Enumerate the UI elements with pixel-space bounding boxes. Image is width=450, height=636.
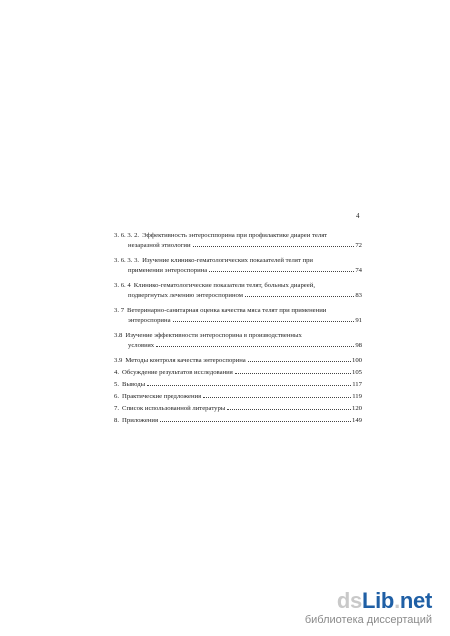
toc-entry-page: 119	[352, 393, 362, 400]
toc-entry-title: Изучение эффективности энтероспорина в производственных	[125, 332, 302, 339]
dot-leader	[227, 409, 351, 410]
toc-entry-title: Выводы	[122, 381, 146, 388]
toc-entry	[114, 380, 362, 390]
toc-line	[114, 266, 362, 276]
table-of-contents	[114, 231, 362, 428]
toc-entry-title: Клинико-гематологические показатели телят, больных диареей,	[133, 282, 315, 289]
toc-entry-number: 3.8	[114, 332, 123, 339]
toc-entry	[114, 356, 362, 366]
toc-entry-title: Изучение клинико-гематологических показателей телят при	[142, 257, 314, 264]
toc-line	[114, 241, 362, 251]
toc-line	[114, 256, 362, 266]
page-number: 4	[356, 212, 360, 220]
toc-line	[114, 281, 362, 291]
dot-leader	[209, 271, 354, 272]
toc-line	[114, 231, 362, 241]
dot-leader	[156, 346, 354, 347]
toc-entry-page: 149	[351, 417, 362, 424]
toc-entry-title: Эффективность энтеросппорина при профилактике диареи телят	[142, 232, 328, 239]
dslib-logo[interactable]	[305, 589, 432, 613]
toc-entry-title: Список использованной литературы	[122, 405, 226, 412]
toc-line	[114, 306, 362, 316]
dslib-watermark[interactable]	[305, 589, 432, 626]
toc-entry	[114, 231, 362, 251]
toc-line	[114, 368, 362, 378]
toc-entry-page: 83	[355, 292, 362, 299]
toc-line	[114, 291, 362, 301]
logo-text-ds: ds	[336, 588, 362, 613]
toc-entry-title: Приложения	[122, 417, 159, 424]
toc-entry-number: 3.9	[114, 357, 123, 364]
toc-entry-page: 100	[351, 357, 362, 364]
toc-line	[114, 356, 362, 366]
toc-entry-number: 5.	[114, 381, 120, 388]
toc-entry	[114, 392, 362, 402]
toc-line	[114, 341, 362, 351]
toc-entry	[114, 404, 362, 414]
dot-leader	[147, 385, 351, 386]
toc-entry-page: 74	[355, 267, 362, 274]
toc-entry-title: Ветеринарно-санитарная оценка качества мяса телят при применении	[127, 307, 327, 314]
toc-entry	[114, 416, 362, 426]
toc-entry-title-continued: энтероспорина	[128, 317, 171, 324]
toc-entry	[114, 281, 362, 301]
toc-entry-number: 6.	[114, 393, 120, 400]
dot-leader	[248, 361, 351, 362]
toc-line	[114, 316, 362, 326]
toc-entry	[114, 331, 362, 351]
toc-entry	[114, 306, 362, 326]
toc-entry-page: 98	[355, 342, 362, 349]
toc-entry-number: 4.	[114, 369, 120, 376]
toc-entry	[114, 256, 362, 276]
toc-entry-title-continued: условиях	[128, 342, 155, 349]
watermark-tagline: библиотека диссертаций	[304, 614, 432, 626]
toc-line	[114, 380, 362, 390]
toc-entry-number: 3. 7	[114, 307, 125, 314]
toc-entry-title-continued: применении энтероспорина	[128, 267, 208, 274]
toc-entry-number: 3. 6. 4	[114, 282, 131, 289]
toc-entry-number: 3. 6. 3. 2.	[114, 232, 140, 239]
toc-entry	[114, 368, 362, 378]
toc-line	[114, 416, 362, 426]
toc-line	[114, 331, 362, 341]
toc-entry-number: 7.	[114, 405, 120, 412]
dot-leader	[203, 397, 351, 398]
toc-entry-title: Практические предложения	[122, 393, 202, 400]
toc-entry-title-continued: подвергнутых лечению энтероспорином	[128, 292, 243, 299]
toc-entry-number: 3. 6. 3. 3.	[114, 257, 140, 264]
dot-leader	[235, 373, 351, 374]
toc-line	[114, 404, 362, 414]
logo-text-net: net	[399, 588, 432, 613]
logo-text-dot: .	[394, 588, 400, 613]
toc-entry-title: Обсуждение результатов исследования	[122, 369, 233, 376]
logo-text-lib: Lib	[361, 588, 395, 613]
toc-entry-number: 8.	[114, 417, 120, 424]
dot-leader	[173, 321, 355, 322]
toc-entry-title: Методы контроля качества энтероспорина	[125, 357, 246, 364]
dot-leader	[193, 246, 355, 247]
toc-entry-title-continued: незаразной этиологии	[128, 242, 191, 249]
toc-entry-page: 105	[351, 369, 362, 376]
toc-entry-page: 91	[355, 317, 362, 324]
toc-entry-page: 120	[351, 405, 362, 412]
toc-line	[114, 392, 362, 402]
dot-leader	[245, 296, 354, 297]
dot-leader	[160, 421, 351, 422]
toc-entry-page: 72	[355, 242, 362, 249]
toc-entry-page: 117	[352, 381, 362, 388]
